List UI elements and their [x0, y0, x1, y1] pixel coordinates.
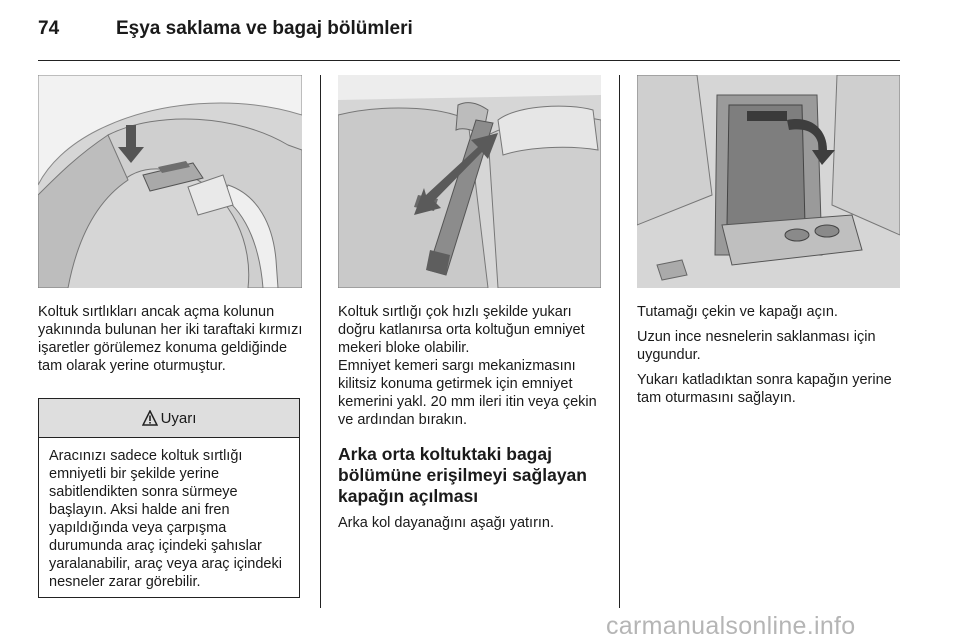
column-divider-left	[320, 75, 321, 608]
left-column-text	[38, 303, 304, 382]
middle-paragraph-1: Koltuk sırtlığı çok hızlı şekilde yukarı doğru katlanırsa orta koltuğun emniyet mekeri bloke olabilir.	[338, 304, 585, 356]
warning-body: Aracınızı sadece koltuk sırtlığı emniyetli bir şekilde yerine sabitlendikten sonra sürmeye başlayın. Aksi halde ani fren yapıldığında veya çarpışma durumunda araç içindeki şahıslar yaralanabilir, araç veya araç içindeki nesneler zarar görebilir.	[49, 448, 282, 590]
warning-title: Uyarı	[160, 409, 197, 427]
warning-box	[38, 398, 300, 598]
right-paragraph-2: Uzun ince nesnelerin saklanması için uygundur.	[637, 329, 876, 363]
page-number: 74	[38, 18, 60, 39]
seat-belt-illustration	[338, 75, 601, 288]
right-column-text	[637, 303, 903, 414]
watermark: carmanualsonline.info	[606, 612, 856, 640]
left-paragraph: Koltuk sırtlıkları ancak açma kolunun yakınında bulunan her iki taraftaki kırmızı işaretler görülemez konuma geldiğinde tam olarak yerine oturmuştur.	[38, 304, 303, 374]
seat-release-illustration	[38, 75, 302, 288]
middle-paragraph-2: Emniyet kemeri sargı mekanizmasını kilitsiz konuma getirmek için emniyet kemerini yakl. 20 mm ileri itin veya çekin ve ardından bırakın.	[338, 358, 597, 428]
middle-paragraph-3: Arka kol dayanağını aşağı yatırın.	[338, 515, 555, 531]
right-paragraph-3: Yukarı katladıktan sonra kapağın yerine tam oturmasını sağlayın.	[637, 372, 892, 406]
armrest-storage-illustration	[637, 75, 900, 288]
warning-triangle-icon	[142, 410, 158, 426]
right-paragraph-1: Tutamağı çekin ve kapağı açın.	[637, 304, 838, 320]
header-rule	[38, 60, 900, 61]
section-heading: Arka orta koltuktaki bagaj bölümüne erişilmeyi sağlayan kapağın açılması	[338, 444, 587, 506]
middle-column-text	[338, 303, 604, 539]
page-title: Eşya saklama ve bagaj bölümleri	[116, 18, 413, 39]
column-divider-right	[619, 75, 620, 608]
warning-header	[39, 399, 299, 438]
